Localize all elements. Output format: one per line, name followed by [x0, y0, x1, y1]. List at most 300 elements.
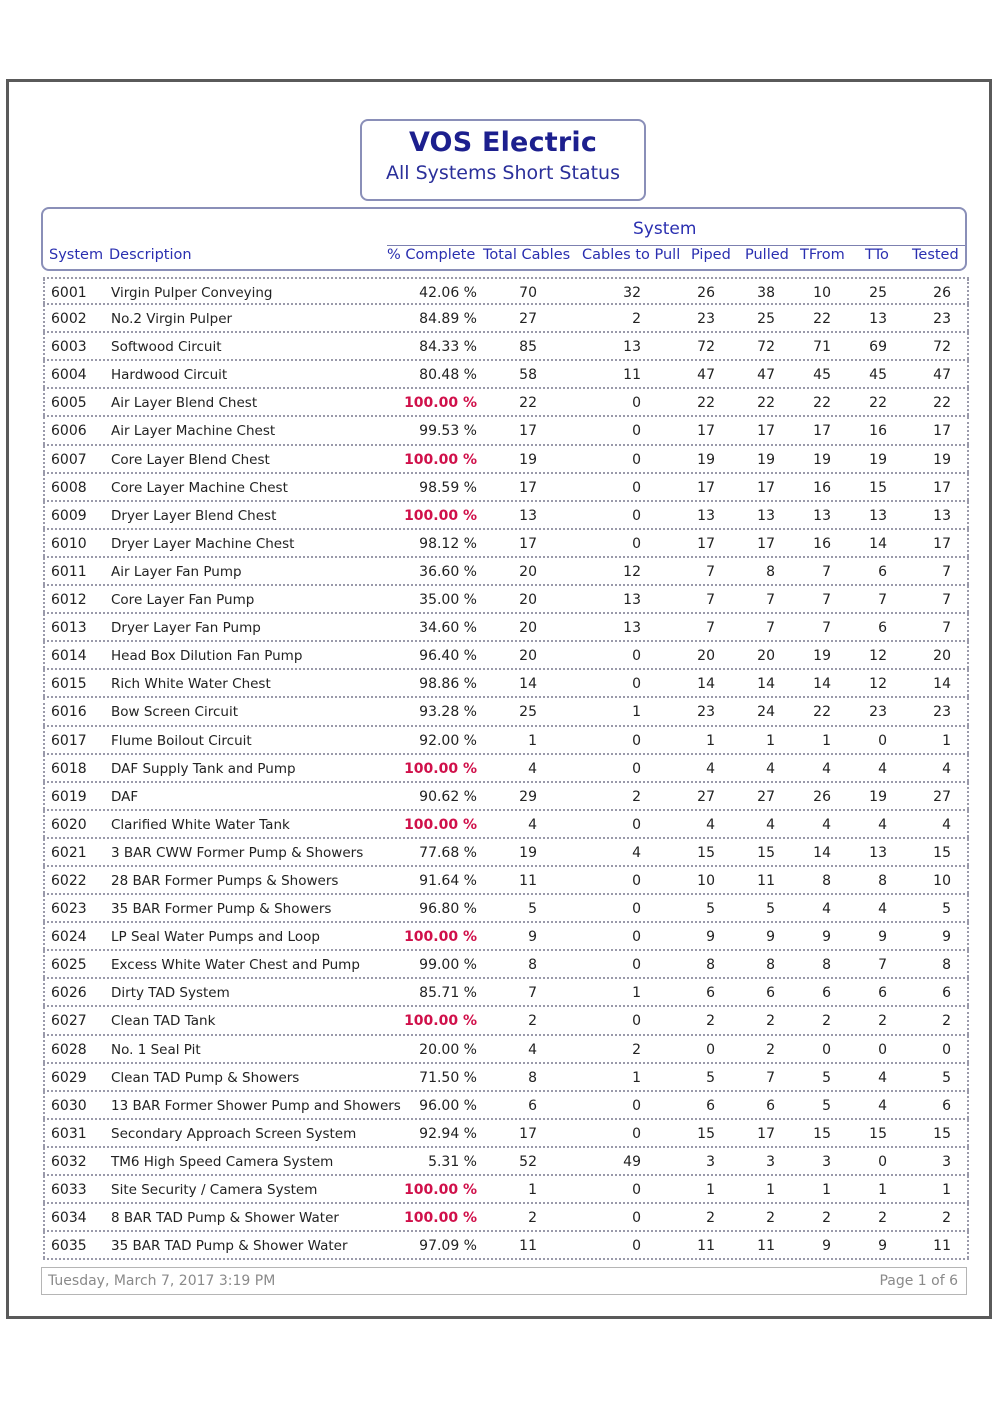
cell-tfrom: 4	[822, 816, 831, 833]
cell-pulled: 8	[766, 563, 775, 580]
cell-pulled: 17	[757, 535, 775, 552]
cell-piped: 9	[706, 929, 715, 946]
cell-description: Core Layer Blend Chest	[111, 451, 270, 468]
cell-total-cables: 8	[528, 1069, 537, 1086]
cell-piped: 2	[706, 1210, 715, 1227]
cell-piped: 4	[706, 760, 715, 777]
cell-pulled: 1	[766, 732, 775, 749]
cell-tfrom: 9	[822, 929, 831, 946]
cell-system: 6030	[51, 1097, 87, 1114]
cell-system: 6025	[51, 957, 87, 974]
cell-tto: 2	[878, 1013, 887, 1030]
cell-cables-to-pull: 2	[632, 1041, 641, 1058]
cell-pulled: 17	[757, 1125, 775, 1142]
cell-tfrom: 45	[813, 367, 831, 384]
cell-pulled: 20	[757, 648, 775, 665]
table-row	[43, 361, 969, 389]
cell-tto: 7	[878, 592, 887, 609]
cell-description: Rich White Water Chest	[111, 676, 271, 693]
cell-tto: 45	[869, 367, 887, 384]
cell-pulled: 19	[757, 451, 775, 468]
cell-tto: 12	[869, 648, 887, 665]
cell-system: 6033	[51, 1182, 87, 1198]
cell-cables-to-pull: 0	[632, 507, 641, 524]
cell-tfrom: 26	[813, 788, 831, 805]
cell-tested: 1	[942, 1182, 951, 1198]
table-row	[43, 1232, 969, 1260]
column-group-divider	[387, 245, 965, 246]
cell-piped: 14	[697, 676, 715, 693]
cell-total-cables: 1	[528, 1182, 537, 1198]
cell-pct-complete: 92.94 %	[419, 1125, 477, 1142]
cell-description: Site Security / Camera System	[111, 1182, 318, 1198]
cell-tto: 22	[869, 395, 887, 412]
cell-description: Air Layer Fan Pump	[111, 563, 242, 580]
cell-tfrom: 22	[813, 395, 831, 412]
cell-tto: 6	[878, 620, 887, 637]
cell-pulled: 6	[766, 985, 775, 1002]
cell-tfrom: 10	[813, 285, 831, 301]
cell-tto: 0	[878, 1153, 887, 1170]
cell-system: 6013	[51, 620, 87, 637]
cell-description: LP Seal Water Pumps and Loop	[111, 929, 320, 946]
cell-tto: 2	[878, 1210, 887, 1227]
cell-cables-to-pull: 0	[632, 929, 641, 946]
cell-piped: 27	[697, 788, 715, 805]
table-row	[43, 417, 969, 445]
table-row	[43, 895, 969, 923]
cell-tested: 15	[933, 844, 951, 861]
cell-tested: 17	[933, 479, 951, 496]
cell-piped: 17	[697, 535, 715, 552]
column-group-label: System	[633, 219, 697, 239]
cell-description: Secondary Approach Screen System	[111, 1125, 357, 1142]
cell-tfrom: 4	[822, 901, 831, 918]
cell-cables-to-pull: 4	[632, 844, 641, 861]
cell-system: 6028	[51, 1041, 87, 1058]
cell-pct-complete: 80.48 %	[419, 367, 477, 384]
cell-piped: 6	[706, 1097, 715, 1114]
cell-pulled: 2	[766, 1013, 775, 1030]
cell-pulled: 11	[757, 1238, 775, 1255]
cell-cables-to-pull: 2	[632, 788, 641, 805]
cell-tto: 8	[878, 872, 887, 889]
cell-tfrom: 22	[813, 311, 831, 328]
system-status-table	[43, 277, 969, 1260]
cell-description: TM6 High Speed Camera System	[111, 1153, 334, 1170]
cell-piped: 2	[706, 1013, 715, 1030]
cell-description: DAF Supply Tank and Pump	[111, 760, 296, 777]
cell-tested: 6	[942, 1097, 951, 1114]
cell-total-cables: 20	[519, 592, 537, 609]
cell-cables-to-pull: 0	[632, 479, 641, 496]
cell-description: Hardwood Circuit	[111, 367, 228, 384]
cell-total-cables: 17	[519, 479, 537, 496]
cell-pulled: 27	[757, 788, 775, 805]
table-row	[43, 867, 969, 895]
cell-total-cables: 20	[519, 563, 537, 580]
cell-tfrom: 16	[813, 535, 831, 552]
cell-total-cables: 13	[519, 507, 537, 524]
cell-total-cables: 4	[528, 816, 537, 833]
cell-total-cables: 29	[519, 788, 537, 805]
cell-tfrom: 7	[822, 592, 831, 609]
table-row	[43, 1204, 969, 1232]
table-row	[43, 586, 969, 614]
cell-pulled: 7	[766, 1069, 775, 1086]
cell-tto: 25	[869, 285, 887, 301]
table-row	[43, 614, 969, 642]
cell-total-cables: 2	[528, 1013, 537, 1030]
cell-tto: 16	[869, 423, 887, 440]
table-row	[43, 333, 969, 361]
cell-description: 13 BAR Former Shower Pump and Showers	[111, 1097, 401, 1114]
report-title: VOS Electric	[408, 127, 598, 158]
cell-system: 6003	[51, 339, 87, 356]
cell-description: Clean TAD Tank	[111, 1013, 216, 1030]
cell-tfrom: 17	[813, 423, 831, 440]
table-row	[43, 1036, 969, 1064]
header-tto: TTo	[865, 247, 889, 263]
cell-cables-to-pull: 12	[623, 563, 641, 580]
cell-piped: 5	[706, 901, 715, 918]
cell-total-cables: 27	[519, 311, 537, 328]
cell-piped: 4	[706, 816, 715, 833]
cell-tto: 7	[878, 957, 887, 974]
cell-tested: 11	[933, 1238, 951, 1255]
cell-tto: 9	[878, 1238, 887, 1255]
table-row	[43, 474, 969, 502]
cell-system: 6018	[51, 760, 87, 777]
cell-cables-to-pull: 0	[632, 676, 641, 693]
cell-tfrom: 7	[822, 563, 831, 580]
table-row	[43, 1176, 969, 1204]
cell-tested: 23	[933, 311, 951, 328]
cell-pct-complete: 100.00 %	[404, 1013, 477, 1030]
cell-tfrom: 1	[822, 1182, 831, 1198]
cell-description: 35 BAR Former Pump & Showers	[111, 901, 332, 918]
cell-tested: 23	[933, 704, 951, 721]
cell-description: Air Layer Machine Chest	[111, 423, 276, 440]
cell-tfrom: 13	[813, 507, 831, 524]
cell-system: 6019	[51, 788, 87, 805]
table-row	[43, 727, 969, 755]
cell-pct-complete: 77.68 %	[419, 844, 477, 861]
cell-tfrom: 71	[813, 339, 831, 356]
cell-system: 6023	[51, 901, 87, 918]
cell-system: 6034	[51, 1210, 87, 1227]
cell-pulled: 24	[757, 704, 775, 721]
cell-tfrom: 2	[822, 1013, 831, 1030]
cell-total-cables: 11	[519, 872, 537, 889]
cell-tested: 5	[942, 1069, 951, 1086]
cell-pulled: 9	[766, 929, 775, 946]
cell-tfrom: 15	[813, 1125, 831, 1142]
cell-piped: 20	[697, 648, 715, 665]
cell-cables-to-pull: 0	[632, 1210, 641, 1227]
cell-description: 8 BAR TAD Pump & Shower Water	[111, 1210, 339, 1227]
cell-total-cables: 5	[528, 901, 537, 918]
cell-cables-to-pull: 2	[632, 311, 641, 328]
cell-total-cables: 25	[519, 704, 537, 721]
cell-pct-complete: 85.71 %	[419, 985, 477, 1002]
cell-cables-to-pull: 0	[632, 957, 641, 974]
cell-tto: 0	[878, 732, 887, 749]
cell-cables-to-pull: 0	[632, 423, 641, 440]
cell-piped: 17	[697, 423, 715, 440]
cell-tested: 7	[942, 620, 951, 637]
cell-tested: 26	[933, 285, 951, 301]
cell-description: 3 BAR CWW Former Pump & Showers	[111, 844, 364, 861]
cell-cables-to-pull: 1	[632, 985, 641, 1002]
cell-tfrom: 5	[822, 1097, 831, 1114]
cell-total-cables: 7	[528, 985, 537, 1002]
cell-description: Core Layer Machine Chest	[111, 479, 288, 496]
cell-tested: 72	[933, 339, 951, 356]
cell-total-cables: 2	[528, 1210, 537, 1227]
cell-tto: 13	[869, 507, 887, 524]
cell-tested: 19	[933, 451, 951, 468]
cell-pct-complete: 36.60 %	[419, 563, 477, 580]
cell-piped: 7	[706, 620, 715, 637]
cell-tested: 47	[933, 367, 951, 384]
cell-tested: 7	[942, 563, 951, 580]
cell-tested: 2	[942, 1013, 951, 1030]
cell-pulled: 6	[766, 1097, 775, 1114]
cell-piped: 13	[697, 507, 715, 524]
cell-total-cables: 17	[519, 1125, 537, 1142]
table-row	[43, 446, 969, 474]
cell-description: Flume Boilout Circuit	[111, 732, 252, 749]
table-row	[43, 277, 969, 305]
cell-total-cables: 58	[519, 367, 537, 384]
cell-cables-to-pull: 0	[632, 732, 641, 749]
cell-pulled: 7	[766, 620, 775, 637]
cell-cables-to-pull: 0	[632, 1125, 641, 1142]
cell-total-cables: 20	[519, 648, 537, 665]
cell-tfrom: 7	[822, 620, 831, 637]
cell-piped: 22	[697, 395, 715, 412]
cell-tested: 2	[942, 1210, 951, 1227]
cell-description: Virgin Pulper Conveying	[111, 285, 273, 301]
cell-tto: 15	[869, 1125, 887, 1142]
cell-cables-to-pull: 0	[632, 1013, 641, 1030]
cell-tfrom: 14	[813, 844, 831, 861]
cell-pulled: 5	[766, 901, 775, 918]
cell-tfrom: 2	[822, 1210, 831, 1227]
cell-system: 6020	[51, 816, 87, 833]
table-header	[41, 207, 967, 271]
cell-description: Air Layer Blend Chest	[111, 395, 258, 412]
cell-cables-to-pull: 0	[632, 451, 641, 468]
table-row	[43, 839, 969, 867]
cell-system: 6032	[51, 1153, 87, 1170]
cell-pct-complete: 96.00 %	[419, 1097, 477, 1114]
cell-tfrom: 1	[822, 732, 831, 749]
cell-tto: 12	[869, 676, 887, 693]
cell-tto: 19	[869, 451, 887, 468]
table-row	[43, 502, 969, 530]
cell-pct-complete: 100.00 %	[404, 1182, 477, 1198]
cell-tfrom: 3	[822, 1153, 831, 1170]
cell-piped: 8	[706, 957, 715, 974]
cell-system: 6009	[51, 507, 87, 524]
page-number: Page 1 of 6	[879, 1273, 958, 1289]
header-description: Description	[109, 247, 192, 263]
table-row	[43, 558, 969, 586]
cell-pulled: 2	[766, 1041, 775, 1058]
cell-total-cables: 6	[528, 1097, 537, 1114]
cell-pct-complete: 100.00 %	[404, 929, 477, 946]
cell-system: 6004	[51, 367, 87, 384]
cell-pct-complete: 98.59 %	[419, 479, 477, 496]
cell-piped: 3	[706, 1153, 715, 1170]
cell-piped: 7	[706, 563, 715, 580]
cell-pct-complete: 100.00 %	[404, 1210, 477, 1227]
cell-tested: 17	[933, 535, 951, 552]
cell-system: 6006	[51, 423, 87, 440]
cell-piped: 0	[706, 1041, 715, 1058]
cell-cables-to-pull: 0	[632, 872, 641, 889]
table-row	[43, 305, 969, 333]
cell-tested: 15	[933, 1125, 951, 1142]
cell-description: Clean TAD Pump & Showers	[111, 1069, 300, 1086]
cell-system: 6012	[51, 592, 87, 609]
cell-pct-complete: 97.09 %	[419, 1238, 477, 1255]
cell-pulled: 25	[757, 311, 775, 328]
cell-total-cables: 1	[528, 732, 537, 749]
cell-pct-complete: 34.60 %	[419, 620, 477, 637]
cell-description: No.2 Virgin Pulper	[111, 311, 233, 328]
cell-pulled: 1	[766, 1182, 775, 1198]
cell-tto: 6	[878, 563, 887, 580]
cell-tto: 15	[869, 479, 887, 496]
cell-system: 6001	[51, 285, 87, 301]
cell-tested: 17	[933, 423, 951, 440]
cell-pulled: 38	[757, 285, 775, 301]
cell-description: Softwood Circuit	[111, 339, 222, 356]
cell-cables-to-pull: 0	[632, 648, 641, 665]
cell-pct-complete: 20.00 %	[419, 1041, 477, 1058]
cell-pct-complete: 98.12 %	[419, 535, 477, 552]
cell-system: 6027	[51, 1013, 87, 1030]
cell-system: 6014	[51, 648, 87, 665]
cell-piped: 47	[697, 367, 715, 384]
cell-system: 6035	[51, 1238, 87, 1255]
header-cables-to-pull: Cables to Pull	[582, 247, 681, 263]
cell-pct-complete: 84.89 %	[419, 311, 477, 328]
report-footer	[41, 1267, 967, 1295]
cell-piped: 5	[706, 1069, 715, 1086]
cell-tto: 4	[878, 901, 887, 918]
cell-cables-to-pull: 32	[623, 285, 641, 301]
cell-piped: 17	[697, 479, 715, 496]
cell-system: 6021	[51, 844, 87, 861]
cell-pulled: 2	[766, 1210, 775, 1227]
cell-total-cables: 52	[519, 1153, 537, 1170]
cell-tested: 3	[942, 1153, 951, 1170]
cell-system: 6026	[51, 985, 87, 1002]
cell-pct-complete: 100.00 %	[404, 451, 477, 468]
header-tfrom: TFrom	[800, 247, 845, 263]
report-subtitle: All Systems Short Status	[386, 162, 620, 184]
header-pct-complete: % Complete	[387, 247, 476, 263]
cell-tfrom: 6	[822, 985, 831, 1002]
cell-piped: 7	[706, 592, 715, 609]
cell-description: Core Layer Fan Pump	[111, 592, 255, 609]
cell-tto: 1	[878, 1182, 887, 1198]
cell-description: 35 BAR TAD Pump & Shower Water	[111, 1238, 348, 1255]
cell-pulled: 72	[757, 339, 775, 356]
cell-tto: 0	[878, 1041, 887, 1058]
cell-pct-complete: 93.28 %	[419, 704, 477, 721]
cell-piped: 6	[706, 985, 715, 1002]
cell-piped: 72	[697, 339, 715, 356]
cell-tto: 19	[869, 788, 887, 805]
cell-tto: 13	[869, 311, 887, 328]
cell-pct-complete: 92.00 %	[419, 732, 477, 749]
cell-cables-to-pull: 1	[632, 1069, 641, 1086]
table-row	[43, 951, 969, 979]
cell-tested: 27	[933, 788, 951, 805]
cell-cables-to-pull: 13	[623, 339, 641, 356]
cell-tested: 10	[933, 872, 951, 889]
cell-total-cables: 4	[528, 1041, 537, 1058]
table-row	[43, 1092, 969, 1120]
cell-pct-complete: 96.80 %	[419, 901, 477, 918]
cell-pulled: 22	[757, 395, 775, 412]
cell-pct-complete: 96.40 %	[419, 648, 477, 665]
cell-tto: 6	[878, 985, 887, 1002]
cell-total-cables: 4	[528, 760, 537, 777]
cell-cables-to-pull: 0	[632, 901, 641, 918]
cell-piped: 15	[697, 1125, 715, 1142]
cell-pulled: 17	[757, 479, 775, 496]
cell-pct-complete: 100.00 %	[404, 816, 477, 833]
cell-tested: 0	[942, 1041, 951, 1058]
report-title-box	[360, 119, 646, 201]
cell-system: 6024	[51, 929, 87, 946]
cell-tested: 4	[942, 816, 951, 833]
cell-tto: 9	[878, 929, 887, 946]
cell-tested: 14	[933, 676, 951, 693]
cell-piped: 15	[697, 844, 715, 861]
cell-pct-complete: 100.00 %	[404, 760, 477, 777]
cell-cables-to-pull: 0	[632, 395, 641, 412]
cell-tfrom: 0	[822, 1041, 831, 1058]
table-row	[43, 530, 969, 558]
cell-total-cables: 11	[519, 1238, 537, 1255]
cell-system: 6008	[51, 479, 87, 496]
cell-tto: 13	[869, 844, 887, 861]
cell-pct-complete: 35.00 %	[419, 592, 477, 609]
table-row	[43, 698, 969, 726]
cell-description: Head Box Dilution Fan Pump	[111, 648, 303, 665]
cell-pct-complete: 42.06 %	[419, 285, 477, 301]
cell-piped: 23	[697, 704, 715, 721]
table-row	[43, 1064, 969, 1092]
cell-description: Dryer Layer Blend Chest	[111, 507, 277, 524]
cell-description: Excess White Water Chest and Pump	[111, 957, 360, 974]
cell-piped: 11	[697, 1238, 715, 1255]
cell-cables-to-pull: 1	[632, 704, 641, 721]
cell-cables-to-pull: 0	[632, 760, 641, 777]
cell-pulled: 8	[766, 957, 775, 974]
cell-description: Clarified White Water Tank	[111, 816, 290, 833]
cell-description: Dirty TAD System	[111, 985, 230, 1002]
print-date: Tuesday, March 7, 2017 3:19 PM	[48, 1273, 276, 1289]
cell-cables-to-pull: 0	[632, 1238, 641, 1255]
